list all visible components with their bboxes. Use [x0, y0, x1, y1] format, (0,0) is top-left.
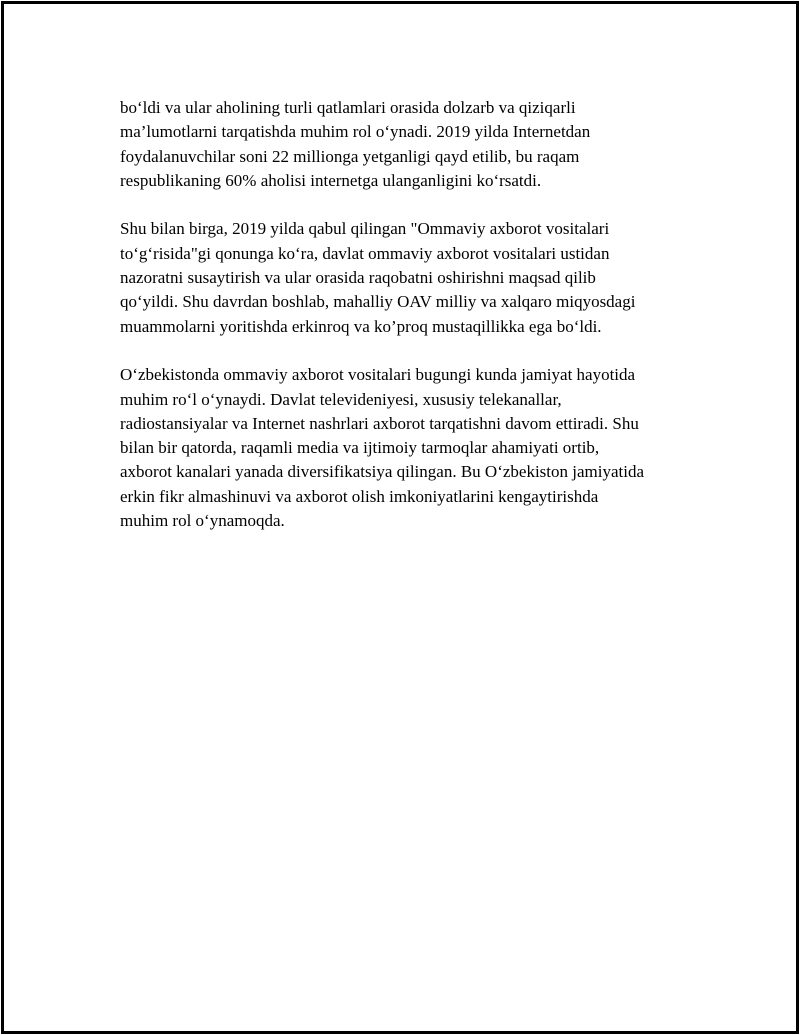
text-line: Shu bilan birga, 2019 yilda qabul qilingan "Ommaviy axborot vositalari: [120, 219, 610, 239]
document-body: [120, 96, 700, 558]
page-frame: [1, 1, 799, 1034]
text-line: radiostansiyalar va Internet nashrlari axborot tarqatishni davom ettiradi. Shu: [120, 413, 639, 433]
text-line: erkin fikr almashinuvi va axborot olish imkoniyatlarini kengaytirishda: [120, 486, 599, 506]
text-line: muhim rol o‘ynamoqda.: [120, 511, 285, 531]
paragraph-2: [120, 217, 700, 338]
text-line: muhim ro‘l o‘ynaydi. Davlat televideniyesi, xususiy telekanallar,: [120, 389, 562, 409]
text-line: muammolarni yoritishda erkinroq va ko’proq mustaqillikka ega bo‘ldi.: [120, 316, 602, 336]
text-line: axborot kanalari yanada diversifikatsiya qilingan. Bu O‘zbekiston jamiyatida: [120, 462, 645, 482]
text-line: bilan bir qatorda, raqamli media va ijtimoiy tarmoqlar ahamiyati ortib,: [120, 438, 600, 458]
text-line: foydalanuvchilar soni 22 millionga yetganligi qayd etilib, bu raqam: [120, 146, 580, 166]
paragraph-3: [120, 363, 700, 533]
text-line: ma’lumotlarni tarqatishda muhim rol o‘ynadi. 2019 yilda Internetdan: [120, 122, 591, 142]
text-line: respublikaning 60% aholisi internetga ulanganligini ko‘rsatdi.: [120, 170, 542, 190]
text-line: qo‘yildi. Shu davrdan boshlab, mahalliy OAV milliy va xalqaro miqyosdagi: [120, 292, 636, 312]
text-line: to‘g‘risida"gi qonunga ko‘ra, davlat ommaviy axborot vositalari ustidan: [120, 243, 610, 263]
paragraph-1: [120, 96, 700, 193]
text-line: bo‘ldi va ular aholining turli qatlamlari orasida dolzarb va qiziqarli: [120, 98, 576, 117]
text-line: nazoratni susaytirish va ular orasida raqobatni oshirishni maqsad qilib: [120, 268, 596, 288]
text-line: O‘zbekistonda ommaviy axborot vositalari bugungi kunda jamiyat hayotida: [120, 365, 636, 385]
